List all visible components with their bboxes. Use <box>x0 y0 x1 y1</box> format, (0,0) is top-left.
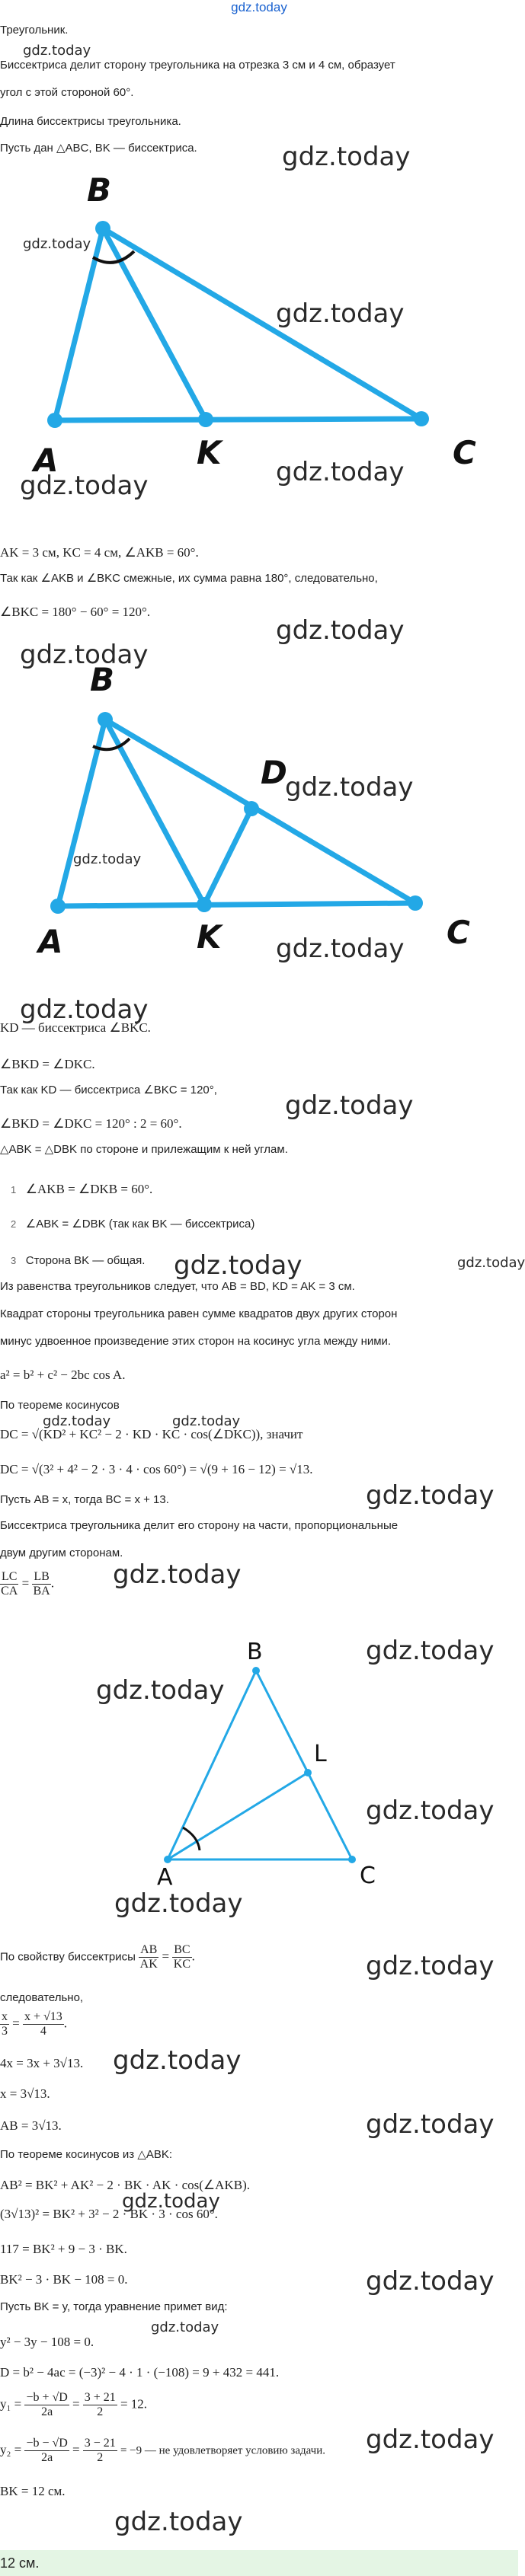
text-line: Так как KD — биссектриса ∠BKC = 120°, <box>0 1084 217 1096</box>
fraction-denominator: AK <box>139 1958 158 1971</box>
formula-bisector-ratio <box>0 1570 54 1598</box>
watermark: gdz.today <box>366 1636 495 1666</box>
formula-result: = −9 — не удовлетворяет условию задачи. <box>120 2444 325 2457</box>
text-line: двум другим сторонам. <box>0 1547 123 1559</box>
period: . <box>63 2016 67 2031</box>
text-line: (3√13)² = BK² + 3² − 2 · BK · 3 · cos 60°. <box>0 2207 218 2221</box>
text-line: Пусть AB = x, тогда BC = x + 13. <box>0 1493 169 1506</box>
fraction-denominator: 4 <box>40 2025 46 2038</box>
text-line: a² = b² + c² − 2bc cos A. <box>0 1368 126 1382</box>
list-item <box>11 1217 254 1232</box>
answer-box <box>0 2550 518 2576</box>
watermark: gdz.today <box>366 2424 495 2455</box>
period: . <box>50 1575 55 1591</box>
triangle-figure-2 <box>0 655 518 975</box>
text-line: минус удвоенное произведение этих сторон на косинус угла между ними. <box>0 1335 392 1348</box>
watermark: gdz.today <box>174 1250 303 1281</box>
watermark: gdz.today <box>285 772 414 803</box>
text-line: следовательно, <box>0 1991 84 2004</box>
text-line: По теореме косинусов из △ABK: <box>0 2148 173 2161</box>
formula-root-y1 <box>0 2391 147 2419</box>
list-text: Сторона BK — общая. <box>25 1254 146 1267</box>
watermark: gdz.today <box>113 1559 242 1590</box>
watermark: gdz.today <box>285 1090 414 1121</box>
watermark: gdz.today <box>20 471 149 501</box>
text-line: ∠BKD = ∠DKC. <box>0 1057 95 1071</box>
text-line: KD — биссектриса ∠BKC. <box>0 1020 151 1035</box>
watermark: gdz.today <box>276 934 405 964</box>
watermark: gdz.today <box>457 1255 525 1271</box>
list-item <box>11 1253 145 1269</box>
vertex-label-a: A <box>34 442 59 479</box>
text-line: D = b² − 4ac = (−3)² − 4 · 1 · (−108) = 9 + 432 = 441. <box>0 2365 280 2380</box>
text-line: Пусть дан △ABC, BK — биссектриса. <box>0 142 197 155</box>
formula-result: = 12. <box>120 2396 148 2412</box>
fraction-denominator: KC <box>173 1958 191 1971</box>
watermark: gdz.today <box>113 2045 242 2076</box>
fraction-numerator: −b + √D <box>26 2391 68 2404</box>
watermark: gdz.today <box>73 851 142 867</box>
watermark: gdz.today <box>282 142 411 172</box>
watermark: gdz.today <box>276 615 405 646</box>
fraction-numerator: x <box>2 2010 8 2023</box>
vertex-label-k: K <box>197 434 222 471</box>
text-line: ∠BKC = 180° − 60° = 120°. <box>0 605 151 619</box>
vertex-label-c: C <box>360 1863 376 1889</box>
formula-line <box>0 1943 195 1971</box>
text-line: △ABK = △DBK по стороне и прилежащим к ней углам. <box>0 1143 288 1156</box>
formula-line <box>0 2010 67 2038</box>
list-item <box>11 1182 152 1198</box>
watermark: gdz.today <box>20 994 149 1025</box>
text-line: угол с этой стороной 60°. <box>0 86 134 99</box>
watermark: gdz.today <box>366 1796 495 1826</box>
equals-sign: = <box>162 1949 170 1964</box>
watermark: gdz.today <box>276 457 405 487</box>
watermark: gdz.today <box>23 236 91 252</box>
text-line: AK = 3 см, KC = 4 см, ∠AKB = 60°. <box>0 545 199 560</box>
watermark: gdz.today <box>43 1413 111 1429</box>
text-line: BK² − 3 · BK − 108 = 0. <box>0 2272 128 2287</box>
text-line: По теореме косинусов <box>0 1399 120 1412</box>
vertex-label-b: B <box>87 171 112 209</box>
list-text: ∠ABK = ∠DBK (так как BK — биссектриса) <box>25 1218 255 1231</box>
list-number: 2 <box>11 1218 17 1230</box>
fraction-denominator: BA <box>33 1585 50 1598</box>
fraction-numerator: 3 + 21 <box>84 2391 116 2404</box>
fraction-denominator: 2 <box>97 2405 104 2418</box>
watermark: gdz.today <box>366 2266 495 2297</box>
text-line: Из равенства треугольников следует, что AB = BD, KD = AK = 3 см. <box>0 1280 355 1293</box>
vertex-label-c: C <box>453 434 476 471</box>
watermark: gdz.today <box>114 2507 243 2537</box>
equals-sign: = <box>12 2016 20 2031</box>
period: . <box>191 1949 195 1964</box>
text-line: ∠BKD = ∠DKC = 120° : 2 = 60°. <box>0 1116 182 1131</box>
text-line: Биссектриса треугольника делит его сторону на части, пропорциональные <box>0 1519 399 1532</box>
vertex-label-c: C <box>447 914 470 951</box>
fraction-denominator: 3 <box>2 2025 8 2038</box>
text-line: Пусть BK = y, тогда уравнение примет вид: <box>0 2300 228 2313</box>
vertex-label-b: B <box>90 661 115 698</box>
text-line: Длина биссектрисы треугольника. <box>0 115 181 128</box>
text-line: AB² = BK² + AK² − 2 · BK · AK · cos(∠AKB). <box>0 2178 250 2192</box>
text-line: Биссектриса делит сторону треугольника на отрезка 3 см и 4 см, образует <box>0 59 395 72</box>
answer-text: 12 см. <box>0 2555 40 2571</box>
text-line: DC = √(KD² + KC² − 2 · KD · KC · cos(∠DKC)), значит <box>0 1427 303 1441</box>
watermark: gdz.today <box>151 2319 219 2335</box>
text-line: y² − 3y − 108 = 0. <box>0 2335 94 2349</box>
equals-sign: = <box>21 1575 30 1591</box>
fraction-numerator: x + √13 <box>24 2010 62 2023</box>
watermark: gdz.today <box>366 1951 495 1981</box>
formula-lhs: y₁ = <box>0 2396 22 2412</box>
watermark: gdz.today <box>20 640 149 670</box>
vertex-label-k: K <box>197 918 222 956</box>
vertex-label-d: D <box>261 754 287 791</box>
equals-sign: = <box>72 2396 80 2412</box>
vertex-label-a: A <box>157 1864 173 1891</box>
fraction-numerator: LC <box>2 1570 18 1583</box>
equals-sign: = <box>72 2442 80 2457</box>
text-line: x = 3√13. <box>0 2086 50 2101</box>
watermark: gdz.today <box>172 1413 241 1429</box>
fraction-numerator: LB <box>34 1570 50 1583</box>
watermark: gdz.today <box>23 43 91 59</box>
list-text: ∠AKB = ∠DKB = 60°. <box>25 1182 153 1196</box>
triangle-figure-1 <box>0 168 518 487</box>
list-number: 1 <box>11 1184 17 1195</box>
site-header[interactable]: gdz.today <box>231 0 287 14</box>
vertex-label-l: L <box>314 1741 327 1767</box>
text-line: Квадрат стороны треугольника равен сумме квадратов двух других сторон <box>0 1307 398 1320</box>
formula-root-y2 <box>0 2437 325 2465</box>
fraction-numerator: AB <box>140 1943 158 1956</box>
text-line: 117 = BK² + 9 − 3 · BK. <box>0 2242 127 2256</box>
text-line: По свойству биссектрисы <box>0 1950 136 1964</box>
list-number: 3 <box>11 1255 17 1266</box>
text-line: DC = √(3² + 4² − 2 · 3 · 4 · cos 60°) = √(9 + 16 − 12) = √13. <box>0 1462 313 1476</box>
vertex-label-b: B <box>247 1639 263 1665</box>
fraction-denominator: 2a <box>41 2405 53 2418</box>
watermark: gdz.today <box>366 1480 495 1511</box>
watermark: gdz.today <box>276 298 405 329</box>
fraction-numerator: −b − √D <box>26 2437 68 2450</box>
watermark: gdz.today <box>96 1675 225 1706</box>
text-line: BK = 12 см. <box>0 2484 66 2498</box>
fraction-denominator: CA <box>1 1585 18 1598</box>
formula-lhs: y₂ = <box>0 2442 22 2457</box>
watermark: gdz.today <box>114 1888 243 1919</box>
watermark: gdz.today <box>366 2109 495 2140</box>
fraction-denominator: 2a <box>41 2451 53 2464</box>
watermark: gdz.today <box>122 2190 220 2213</box>
text-line: Так как ∠AKB и ∠BKC смежные, их сумма равна 180°, следовательно, <box>0 572 378 585</box>
fraction-denominator: 2 <box>97 2451 104 2464</box>
text-line: Треугольник. <box>0 24 69 37</box>
vertex-label-a: A <box>38 923 63 960</box>
fraction-numerator: BC <box>174 1943 190 1956</box>
text-line: 4x = 3x + 3√13. <box>0 2056 84 2070</box>
fraction-numerator: 3 − 21 <box>84 2437 116 2450</box>
text-line: AB = 3√13. <box>0 2118 62 2133</box>
